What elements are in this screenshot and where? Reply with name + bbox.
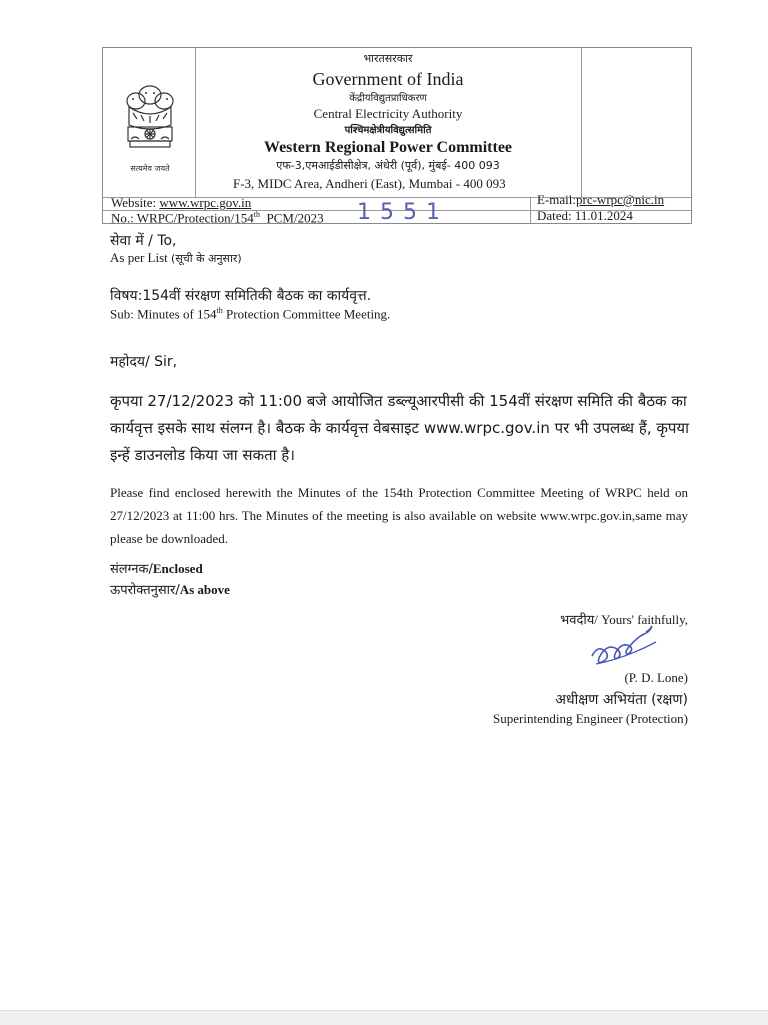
address-hindi: एफ-3,एमआईडीसीक्षेत्र, अंधेरी (पूर्व), मुंबई- 400 093 [276,159,500,172]
email-link[interactable]: prc-wrpc@nic.in [576,192,665,207]
website-line [111,195,251,211]
body-paragraph-hindi: कृपया 27/12/2023 को 11:00 बजे आयोजित डब्ल्यूआरपीसी की 154वीं संरक्षण समिति की बैठक का कार्यवृत्त इसके साथ संलग्न है। बैठक के कार्यवृत्त वेबसाइट www.wrpc.gov.in पर भी उपलब्ध हैं, कृपया इन्हें डाउनलोड किया जा सकता है। [110,392,689,464]
closing-faithfully: भवदीय/ Yours' faithfully, [560,612,688,627]
subject-en-prefix: Sub: Minutes of 154 [110,306,217,322]
national-emblem-icon [119,81,181,199]
authority-hindi: केंद्रीयविद्युतप्राधिकरण [349,93,427,104]
reference-number-prefix: No.: WRPC/Protection/154 [111,210,254,226]
divider [530,197,531,223]
subject-en-sup: th [216,306,223,315]
designation-hindi: अधीक्षण अभियंता (रक्षण) [555,692,688,708]
enclosure-note [110,580,230,598]
government-title: Government of India [312,69,464,89]
reference-number-sup: th [253,210,260,219]
date-line: Dated: 11.01.2024 [537,208,633,223]
reference-number [111,210,324,226]
reference-number-suffix: PCM/2023 [260,210,324,226]
page-edge [0,1010,768,1025]
enclosure-note-hi: ऊपरोक्तनुसार/ [110,583,180,598]
address: F-3, MIDC Area, Andheri (East), Mumbai - 400 093 [233,176,506,191]
blank-cell [581,48,692,197]
letterhead [102,47,692,224]
email-line [537,192,664,208]
government-hindi: भारतसरकार [363,52,413,65]
website-label: Website: [111,195,160,210]
addressee-en: As per List [110,250,172,265]
stamped-number: 1551 [357,200,449,225]
subject-hindi: विषय:154वीं संरक्षण समितिकी बैठक का कार्यवृत्त. [110,288,372,304]
salutation: महोदय/ Sir, [110,354,178,370]
addressee-hi: (सूची के अनुसार) [171,252,242,265]
enclosure-note-en: As above [179,582,230,597]
enclosure-hi: संलग्नक/ [110,562,153,577]
authority-title: Central Electricity Authority [313,106,463,121]
subject-english [110,306,390,322]
emblem-motto: सत्यमेव जयते [130,164,170,173]
signer-name: (P. D. Lone) [624,670,688,685]
website-link[interactable]: www.wrpc.gov.in [159,195,252,210]
to-label: सेवा में / To, [110,233,177,249]
committee-title: Western Regional Power Committee [263,139,513,156]
subject-en-suffix: Protection Committee Meeting. [222,306,391,322]
enclosure-en: Enclosed [152,561,203,576]
email-label: E-mail: [537,192,576,207]
body-paragraph-english: Please find enclosed herewith the Minutes of the 154th Protection Committee Meeting of WRPC held on 27/12/2023 at 11:00 hrs. The Minutes of the meeting is also available on website www.wrpc.gov.in,same may please be downloaded. [110,485,688,546]
committee-hindi: पश्चिमक्षेत्रीयविद्युत्समिति [344,125,432,136]
designation-english: Superintending Engineer (Protection) [493,711,688,726]
addressee-line [110,250,242,266]
enclosure-line [110,559,203,577]
signature-icon [586,616,686,676]
